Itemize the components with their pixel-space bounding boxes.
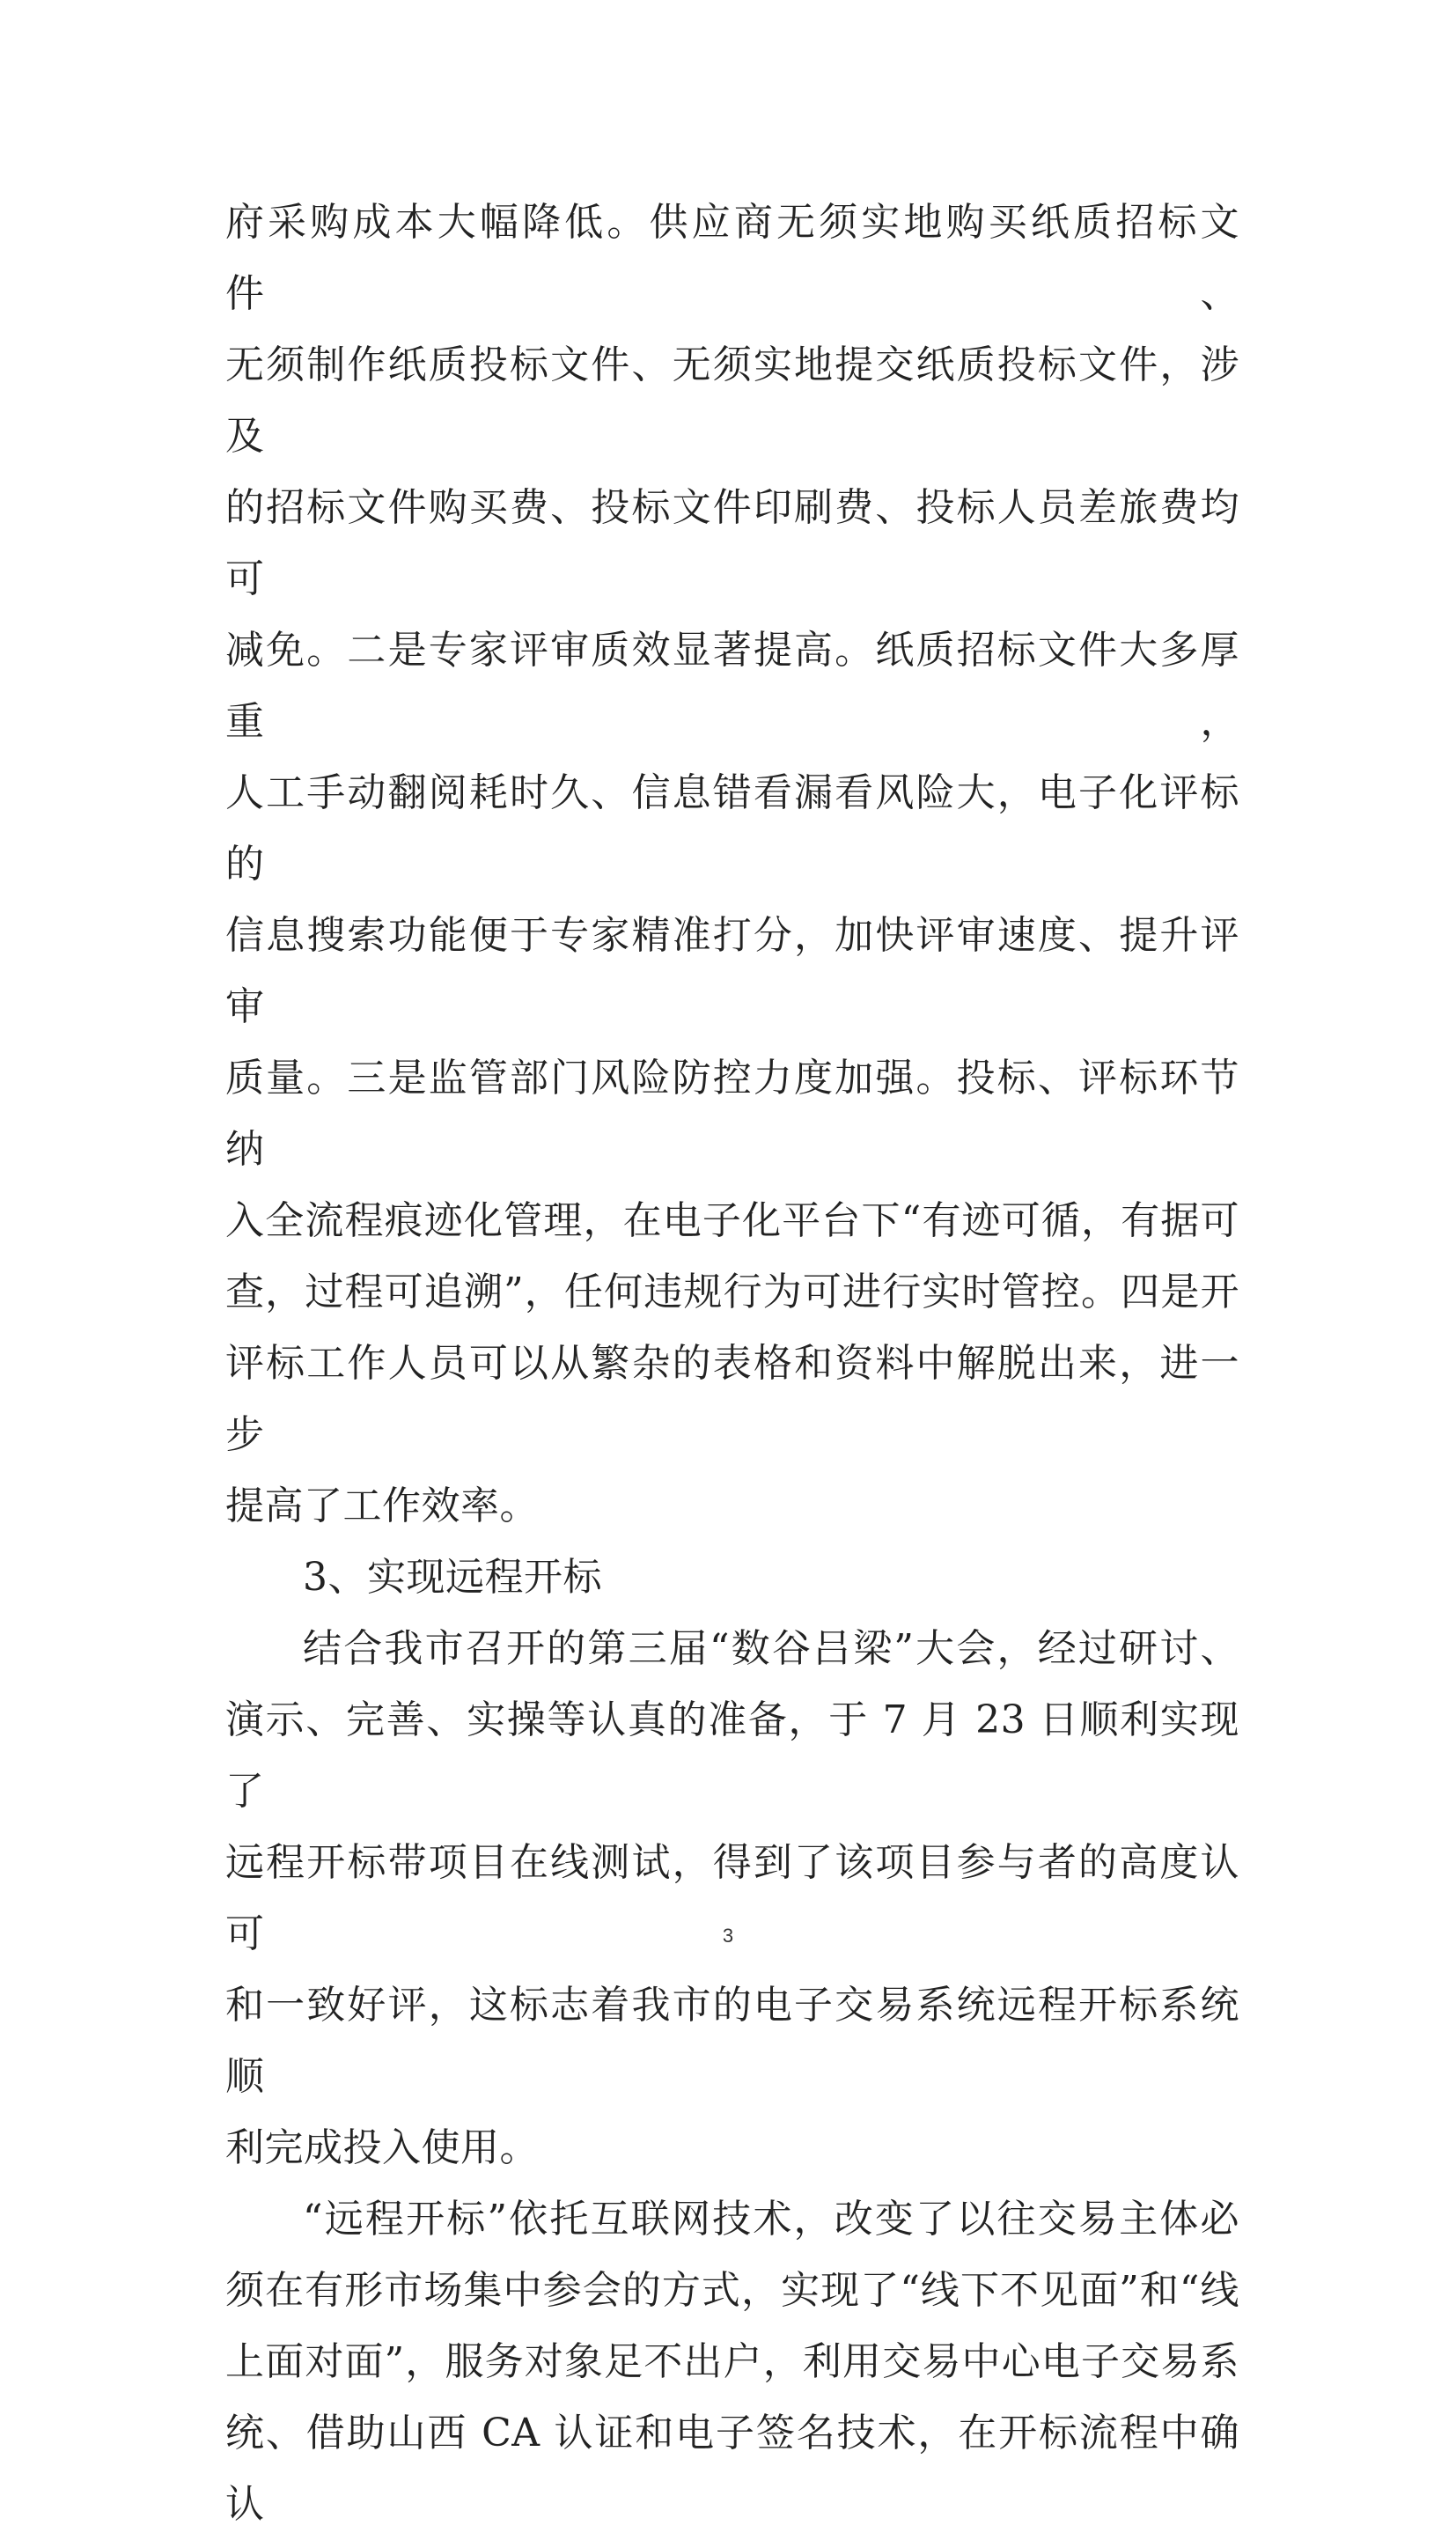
paragraph-line: 府采购成本大幅降低。供应商无须实地购买纸质招标文件、 xyxy=(225,200,1239,316)
paragraph-line: 提高了工作效率。 xyxy=(225,1484,539,1528)
paragraph-line: 的招标文件购买费、投标文件印刷费、投标人员差旅费均可 xyxy=(225,485,1239,601)
paragraph-line: 信息搜索功能便于专家精准打分，加快评审速度、提升评审 xyxy=(225,913,1239,1029)
paragraph-line: 减免。二是专家评审质效显著提高。纸质招标文件大多厚重， xyxy=(225,628,1239,744)
paragraph-line: 评标工作人员可以从繁杂的表格和资料中解脱出来，进一步 xyxy=(225,1341,1239,1457)
page-body xyxy=(225,187,1239,2540)
paragraph-line: 利完成投入使用。 xyxy=(225,2125,539,2170)
paragraph-line: 质量。三是监管部门风险防控力度加强。投标、评标环节纳 xyxy=(225,1056,1239,1172)
page-number: 3 xyxy=(722,1925,734,1947)
paragraph-line: 远程开标带项目在线测试，得到了该项目参与者的高度认可 xyxy=(225,1840,1239,1956)
section-heading: 3、实现远程开标 xyxy=(303,1555,602,1600)
paragraph-line: 演示、完善、实操等认真的准备，于 7 月 23 日顺利实现了 xyxy=(225,1697,1239,1814)
paragraph-line: 无须制作纸质投标文件、无须实地提交纸质投标文件，涉及 xyxy=(225,342,1239,459)
paragraph-line: “远程开标”依托互联网技术，改变了以往交易主体必 xyxy=(303,2197,1239,2242)
paragraph-line: 入全流程痕迹化管理，在电子化平台下“有迹可循，有据可 xyxy=(225,1198,1239,1243)
paragraph-line: 查，过程可追溯”，任何违规行为可进行实时管控。四是开 xyxy=(225,1270,1239,1314)
paragraph-line: 统、借助山西 CA 认证和电子签名技术，在开标流程中确认 xyxy=(225,2411,1239,2527)
paragraph-line: 人工手动翻阅耗时久、信息错看漏看风险大，电子化评标的 xyxy=(225,770,1239,887)
paragraph-line: 须在有形市场集中参会的方式，实现了“线下不见面”和“线 xyxy=(225,2268,1239,2313)
paragraph-line: 和一致好评，这标志着我市的电子交易系统远程开标系统顺 xyxy=(225,1983,1239,2099)
paragraph-line: 结合我市召开的第三届“数谷吕梁”大会，经过研讨、 xyxy=(303,1626,1239,1671)
paragraph-line: 上面对面”，服务对象足不出户，利用交易中心电子交易系 xyxy=(225,2339,1239,2384)
